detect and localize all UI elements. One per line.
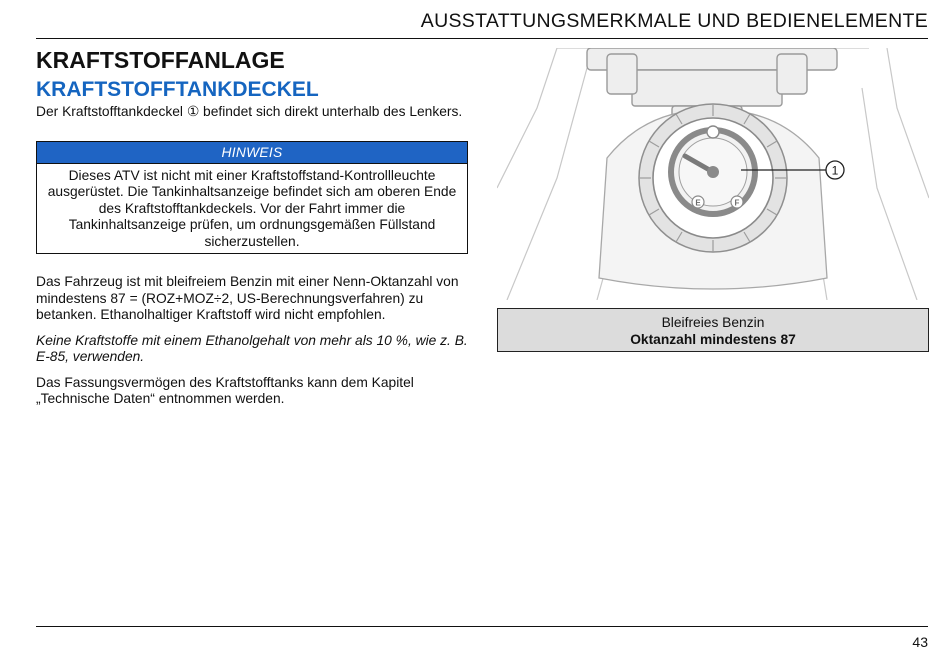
intro-paragraph: Der Kraftstofftankdeckel ① befindet sich direkt unterhalb des Lenkers. [36,104,463,119]
fuel-cap-illustration [497,48,929,300]
header-rule [36,38,928,39]
page-number: 43 [912,634,928,650]
section-title: KRAFTSTOFFANLAGE [36,47,285,73]
gauge-empty-label: E [695,198,701,208]
section-subtitle: KRAFTSTOFFTANKDECKEL [36,78,319,101]
notice-body: Dieses ATV ist nicht mit einer Kraftstoffstand-Kontrollleuchte ausgerüstet. Die Tankinhaltsanzeige befindet sich am oberen Ende des Kraftstofftankdeckels. Vor der Fahrt immer die Tankinhaltsanzeige prüfen, um ordnungsgemäßen Füllstand sicherzustellen. [47,167,457,249]
capacity-paragraph: Das Fassungsvermögen des Kraftstofftanks kann dem Kapitel „Technische Daten“ entnommen werden. [36,374,414,406]
octane-minimum: Oktanzahl mindestens 87 [630,332,796,347]
notice-box [36,141,468,255]
fuel-type: Bleifreies Benzin [661,315,765,330]
footer-rule [36,626,928,627]
notice-title: HINWEIS [37,142,467,164]
gauge-full-label: F [734,198,740,208]
callout-number: 1 [831,163,839,178]
fuel-spec-box [497,308,929,352]
header-title: AUSSTATTUNGSMERKMALE UND BEDIENELEMENTE [420,10,928,32]
fuel-cap-drawing [497,48,929,300]
ethanol-paragraph: Keine Kraftstoffe mit einem Ethanolgehalt von mehr als 10 %, wie z. B. E-85, verwenden. [36,332,468,364]
left-column [36,46,468,408]
octane-paragraph: Das Fahrzeug ist mit bleifreiem Benzin mit einer Nenn-Oktanzahl von mindestens 87 = (ROZ+MOZ÷2, US-Berechnungsverfahren) zu betanken. Ethanolhaltiger Kraftstoff wird nicht empfohlen. [36,274,459,322]
